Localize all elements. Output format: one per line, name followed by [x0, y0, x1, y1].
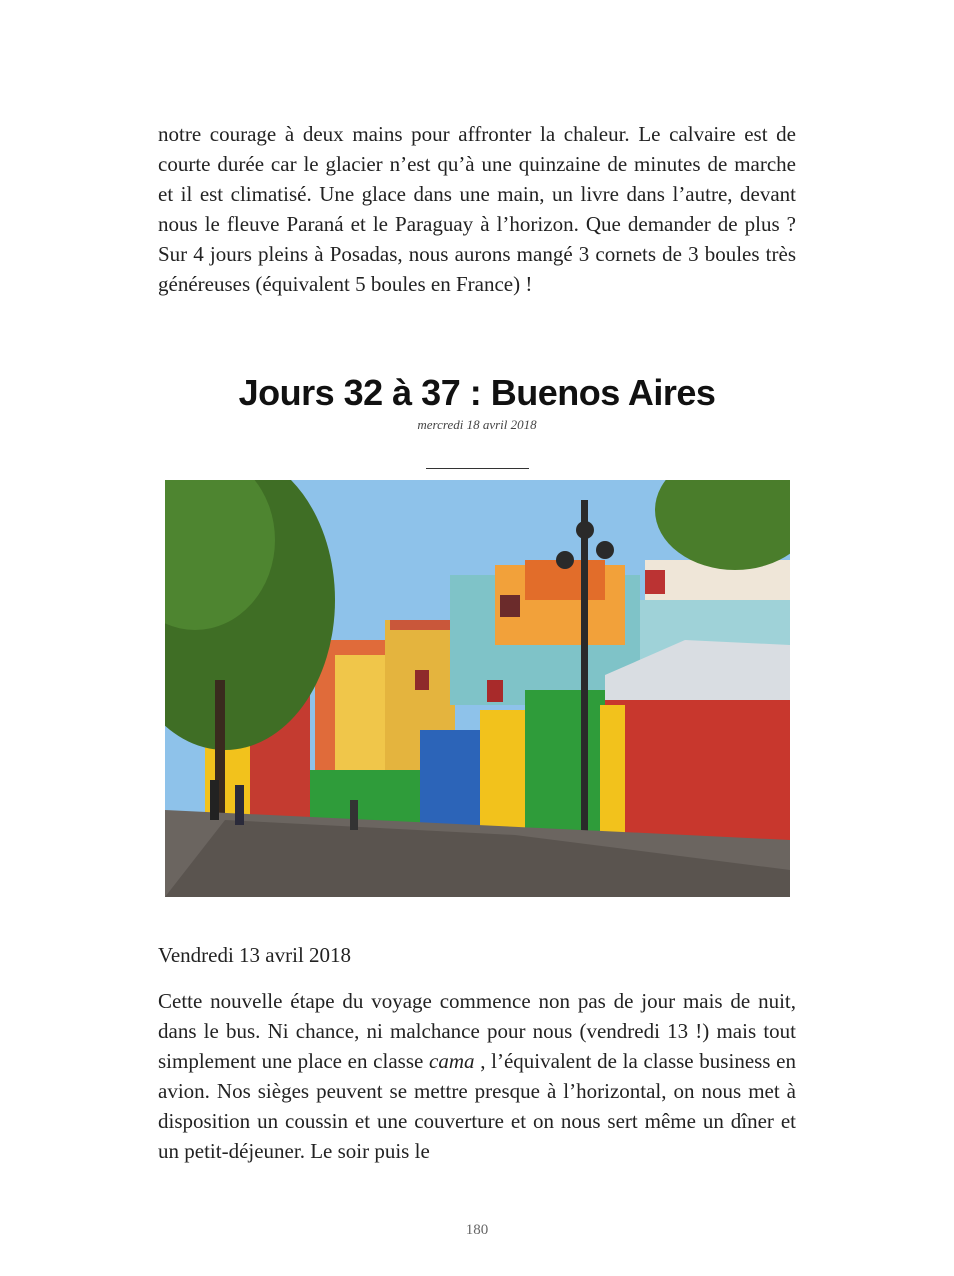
caminito-photo	[165, 480, 790, 897]
article-title: Jours 32 à 37 : Buenos Aires	[238, 372, 716, 413]
title-divider	[426, 468, 529, 469]
entry-emphasis: cama	[429, 1049, 475, 1073]
intro-paragraph: notre courage à deux mains pour affronter la chaleur. Le calvaire est de courte durée car le glacier n’est qu’à une quinzaine de minutes de marche et il est climatisé. Une glace dans une main, un livre dans l’autre, devant nous le fleuve Paraná et le Paraguay à l’horizon. Que demander de plus ? Sur 4 jours pleins à Posadas, nous aurons mangé 3 cornets de 3 boules très généreuses (équivalent 5 boules en France) !	[158, 122, 796, 296]
entry-text-start: Cette nouvelle étape du voyage commence non pas de jour mais de nuit, dans le bus. Ni chance, ni malchance pour nous (vendredi 13 !) mais tout simplement une place en classe	[158, 989, 796, 1073]
entry-text-end: , l’équivalent de la classe business en avion. Nos sièges peuvent se mettre presque à l’horizontal, on nous met à disposition un coussin et une couverture et on nous sert même un dîner et un petit-déjeuner. Le soir puis le	[158, 1049, 796, 1163]
article-date: mercredi 18 avril 2018	[417, 417, 537, 432]
page-number: 180	[465, 1222, 489, 1238]
entry-paragraph	[158, 986, 796, 1166]
photo-illustration	[165, 480, 790, 897]
entry-date: Vendredi 13 avril 2018	[158, 943, 352, 967]
